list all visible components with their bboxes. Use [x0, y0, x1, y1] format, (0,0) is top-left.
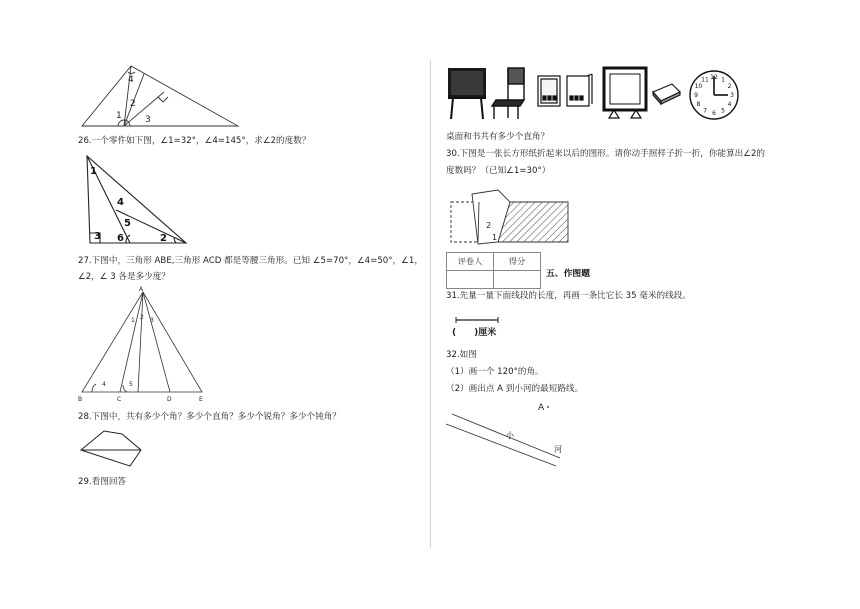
eraser-image — [653, 84, 680, 104]
question-30-text-line1: 30.下图是一张长方形纸折起来以后的图形。请你动手照样子折一折，你能算出∠2的 — [446, 149, 766, 159]
clock-number-7: 7 — [703, 107, 707, 115]
fig26-label-3: 3 — [94, 231, 101, 242]
fig27-label-3: 3 — [150, 317, 154, 324]
clock-number-5: 5 — [721, 107, 725, 115]
monitor-image — [604, 68, 646, 118]
fig27-label-2: 2 — [140, 314, 144, 321]
book-image-1 — [538, 76, 560, 106]
fig26-label-2: 2 — [160, 233, 167, 244]
fig25-label-4: 4 — [128, 75, 134, 85]
fig25-label-1: 1 — [116, 111, 122, 121]
fig27-label-5: 5 — [129, 381, 133, 388]
fig32-point-a: A — [538, 403, 545, 413]
fig27-point-d: D — [167, 396, 172, 403]
clock-number-8: 8 — [696, 101, 701, 108]
question-27-text-line1: 27.下图中，三角形 ABE,三角形 ACD 都是等腰三角形。已知 ∠5=70°，∠4=50°，∠1， — [78, 256, 423, 266]
fig32-river-char-1: 小 — [506, 431, 514, 440]
question-26-text: 26.一个零件如下图，∠1=32°，∠4=145°，求∠2的度数？ — [78, 136, 311, 146]
question-32-text: 32.如图 — [446, 350, 477, 360]
question-29-text: 29.看图回答 — [78, 477, 127, 487]
question-32-sub2: （2）画出点 A 到小河的最短路线。 — [446, 384, 584, 394]
figure-q32-river — [446, 400, 586, 472]
clock-number-3: 3 — [730, 92, 734, 99]
figure-q30-folded-paper — [450, 188, 570, 248]
fig26-label-6: 6 — [117, 233, 124, 244]
score-table-score-header: 得分 — [494, 253, 541, 271]
clock-number-12: 12 — [710, 74, 718, 81]
score-table-reviewer-cell[interactable] — [447, 271, 494, 289]
fig27-point-e: E — [199, 396, 203, 403]
fig27-point-a: A — [139, 286, 144, 293]
blackboard-image — [448, 68, 486, 119]
fig25-label-3: 3 — [145, 115, 151, 125]
fig26-label-4: 4 — [117, 197, 124, 208]
score-table — [446, 252, 541, 289]
score-table-reviewer-header: 评卷人 — [447, 253, 494, 271]
clock-number-11: 11 — [701, 76, 709, 84]
column-divider — [430, 60, 431, 548]
fig30-label-2: 2 — [486, 221, 492, 230]
clock-number-2: 2 — [727, 83, 732, 90]
fig32-river-char-2: 河 — [554, 445, 562, 454]
chair-image — [492, 68, 524, 119]
fig27-label-1: 1 — [131, 317, 135, 324]
question-27-text-line2: ∠2，∠ 3 各是多少度？ — [78, 272, 170, 282]
figure-q27-triangles — [78, 288, 218, 406]
fig26-label-1: 1 — [90, 166, 97, 177]
question-28-text: 28.下图中，共有多少个角？多少个直角？多少个锐角？多少个钝角？ — [78, 412, 341, 422]
figure-q26-part — [82, 152, 188, 246]
clock-number-4: 4 — [727, 101, 732, 108]
figure-q28-quadrilateral — [78, 428, 144, 470]
book-image-2 — [567, 74, 592, 106]
figure-q29-objects — [446, 64, 746, 126]
clock-number-10: 10 — [694, 83, 703, 90]
score-table-score-cell[interactable] — [494, 271, 541, 289]
figure-q25-triangle — [78, 60, 243, 130]
clock-number-6: 6 — [712, 110, 716, 117]
fig25-label-2: 2 — [130, 99, 136, 109]
question-30-text-line2: 度数吗？（已知∠1=30°） — [446, 166, 551, 176]
question-29-subquestion: 桌面和书共有多少个直角？ — [446, 132, 550, 142]
question-32-sub1: （1）画一个 120°的角。 — [446, 367, 544, 377]
question-31-text: 31.先量一量下面线段的长度，再画一条比它长 35 毫米的线段。 — [446, 291, 691, 301]
clock-image — [690, 71, 738, 119]
fig30-label-1: 1 — [492, 233, 498, 242]
fig27-point-c: C — [117, 396, 122, 403]
section-5-title: 五、作图题 — [546, 269, 590, 279]
fig27-point-b: B — [78, 396, 83, 403]
fig31-unit-text: ( )厘米 — [452, 328, 497, 338]
clock-number-9: 9 — [694, 92, 698, 99]
fig26-label-5: 5 — [124, 218, 131, 229]
fig27-label-4: 4 — [102, 381, 106, 388]
clock-number-1: 1 — [721, 76, 725, 84]
figure-q31-segment — [452, 314, 532, 340]
